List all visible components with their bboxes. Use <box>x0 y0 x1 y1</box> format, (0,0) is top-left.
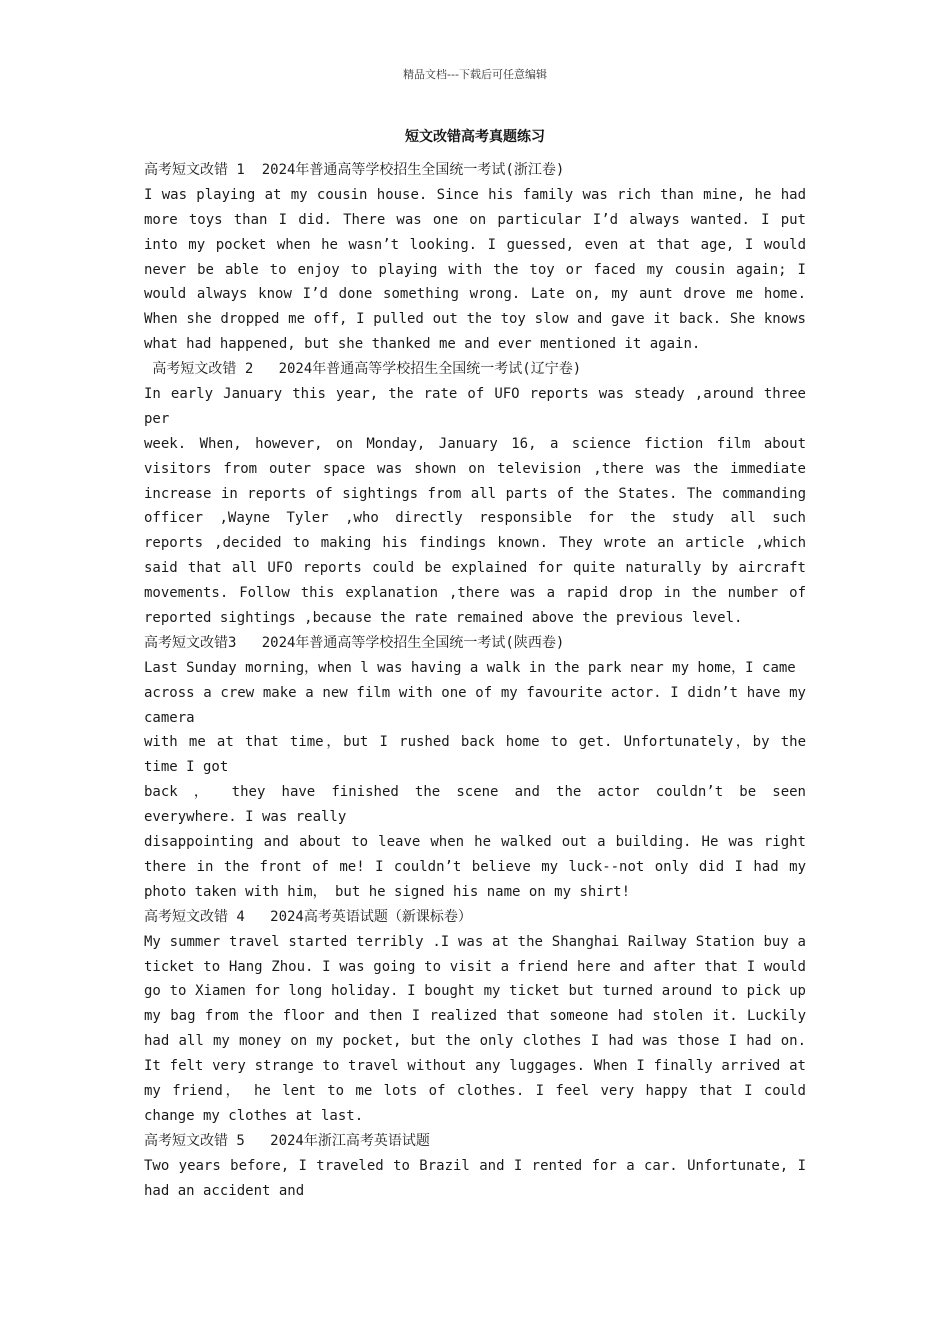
text-line: there in the front of me! I couldn’t believe my luck--not only did I had my <box>144 858 806 875</box>
text-line: movements. Follow this explanation ,there was a rapid drop in the number of <box>144 585 806 602</box>
text-line: photo taken with him， but he signed his name on my shirt! <box>144 883 631 900</box>
text-line: my friend， he lent to me lots of clothes. I feel very happy that I could <box>144 1082 806 1099</box>
text-line: It felt very strange to travel without any luggages. When I finally arrived at <box>144 1058 806 1075</box>
text-line: across a crew make a new film with one of my favourite actor. I didn’t have my <box>144 684 806 701</box>
text-line: had an accident and <box>144 1182 305 1199</box>
text-line: everywhere. I was really <box>144 809 347 826</box>
document-title: 短文改错高考真题练习 <box>405 129 545 145</box>
text-line: never be able to enjoy to playing with the toy or faced my cousin again; I <box>144 261 806 278</box>
text-line: officer ,Wayne Tyler ,who directly responsible for the study all such <box>144 510 806 527</box>
text-line: had all my money on my pocket, but the only clothes I had was those I had on. <box>144 1033 806 1050</box>
text-line: Last Sunday morning，when l was having a walk in the park near my home，I came <box>144 659 796 676</box>
text-line: 高考短文改错 1 2024年普通高等学校招生全国统一考试(浙江卷) <box>144 162 565 178</box>
text-line: week. When, however, on Monday, January 16, a science fiction film about <box>144 435 806 452</box>
text-line: reports ,decided to making his findings known. They wrote an article ,which <box>144 535 806 552</box>
text-line: My summer travel started terribly .I was at the Shanghai Railway Station buy a <box>144 933 806 950</box>
text-line: disappointing and about to leave when he walked out a building. He was right <box>144 834 806 851</box>
document-body <box>144 158 806 1203</box>
page-header: 精品文档---下载后可任意编辑 <box>403 68 547 81</box>
text-line: Two years before, I traveled to Brazil and I rented for a car. Unfortunate, I <box>144 1157 806 1174</box>
text-line: reported sightings ,because the rate remained above the previous level. <box>144 610 743 627</box>
text-line: ticket to Hang Zhou. I was going to visit a friend here and after that I would <box>144 958 806 975</box>
text-line: When she dropped me off, I pulled out the toy slow and gave it back. She knows <box>144 311 806 328</box>
text-line: 高考短文改错3 2024年普通高等学校招生全国统一考试(陕西卷) <box>144 634 565 651</box>
text-line: my bag from the floor and then I realized that someone had stolen it. Luckily <box>144 1008 806 1025</box>
text-line: go to Xiamen for long holiday. I bought my ticket but turned around to pick up <box>144 983 806 1000</box>
text-line: 高考短文改错 5 2024年浙江高考英语试题 <box>144 1132 430 1149</box>
text-line: 高考短文改错 4 2024高考英语试题（新课标卷） <box>144 908 472 925</box>
text-line: more toys than I did. There was one on particular I’d always wanted. I put <box>144 211 806 228</box>
text-line: said that all UFO reports could be explained for quite naturally by aircraft <box>144 560 806 577</box>
text-line: I was playing at my cousin house. Since his family was rich than mine, he had <box>144 186 806 203</box>
text-line: would always know I’d done something wrong. Late on, my aunt drove me home. <box>144 286 806 303</box>
text-line: increase in reports of sightings from all parts of the States. The commanding <box>144 485 806 502</box>
text-line: back ， they have finished the scene and the actor couldn’t be seen <box>144 784 806 801</box>
text-line: into my pocket when he wasn’t looking. I guessed, even at that age, I would <box>144 236 806 253</box>
text-line: In early January this year, the rate of UFO reports was steady ,around three <box>144 386 806 403</box>
text-line: change my clothes at last. <box>144 1107 364 1124</box>
text-line: with me at that time，but I rushed back home to get. Unfortunately，by the <box>144 734 806 751</box>
text-line: per <box>144 410 170 427</box>
text-line: visitors from outer space was shown on television ,there was the immediate <box>144 460 806 477</box>
text-line: time I got <box>144 759 229 776</box>
text-line: what had happened, but she thanked me and ever mentioned it again. <box>144 336 701 353</box>
text-line: camera <box>144 709 195 726</box>
text-line: 高考短文改错 2 2024年普通高等学校招生全国统一考试(辽宁卷) <box>144 361 582 378</box>
